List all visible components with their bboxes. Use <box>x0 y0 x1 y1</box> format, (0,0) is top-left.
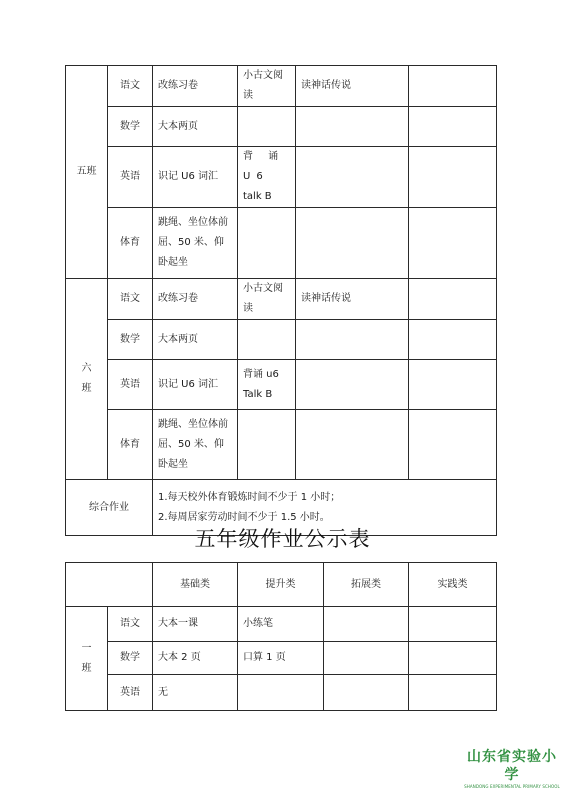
header-advanced: 提升类 <box>238 563 324 607</box>
subject-cell: 英语 <box>108 147 153 208</box>
school-name-en: SHANDONG EXPERIMENTAL PRIMARY SCHOOL <box>464 784 560 789</box>
basic-cell: 识记 U6 词汇 <box>153 360 238 410</box>
practice-cell <box>409 147 497 208</box>
advanced-cell <box>238 410 296 480</box>
subject-cell: 数学 <box>108 320 153 360</box>
advanced-cell: 小练笔 <box>238 607 324 642</box>
homework-table-lower <box>65 562 497 711</box>
header-row <box>66 563 497 607</box>
page-title: 五年级作业公示表 <box>194 527 371 551</box>
table-row <box>66 66 497 107</box>
extend-cell <box>296 147 409 208</box>
overall-homework-label: 综合作业 <box>66 480 153 536</box>
table-row <box>66 607 497 642</box>
subject-cell: 体育 <box>108 208 153 279</box>
basic-cell: 大本两页 <box>153 107 238 147</box>
practice-cell <box>409 279 497 320</box>
header-practice: 实践类 <box>409 563 497 607</box>
class-name-cell: 五班 <box>66 66 108 279</box>
basic-cell: 大本 2 页 <box>153 642 238 675</box>
header-blank <box>66 563 153 607</box>
practice-cell <box>409 107 497 147</box>
practice-cell <box>409 320 497 360</box>
extend-cell <box>296 410 409 480</box>
practice-cell <box>409 410 497 480</box>
extend-cell <box>324 607 409 642</box>
table-row <box>66 675 497 711</box>
table-row <box>66 208 497 279</box>
class-name-cell: 六 班 <box>66 279 108 480</box>
advanced-cell: 背诵 u6 Talk B <box>238 360 296 410</box>
advanced-cell <box>238 320 296 360</box>
basic-cell: 识记 U6 词汇 <box>153 147 238 208</box>
table-row <box>66 410 497 480</box>
table-row <box>66 642 497 675</box>
subject-cell: 英语 <box>108 360 153 410</box>
advanced-cell <box>238 675 324 711</box>
practice-cell <box>409 208 497 279</box>
advanced-cell <box>238 208 296 279</box>
extend-cell <box>296 320 409 360</box>
practice-cell <box>409 642 497 675</box>
practice-cell <box>409 66 497 107</box>
basic-cell: 改练习卷 <box>153 279 238 320</box>
subject-cell: 语文 <box>108 607 153 642</box>
school-logo <box>462 748 562 790</box>
basic-cell: 跳绳、坐位体前 屈、50 米、仰 卧起坐 <box>153 410 238 480</box>
basic-cell: 改练习卷 <box>153 66 238 107</box>
header-basic: 基础类 <box>153 563 238 607</box>
advanced-cell <box>238 107 296 147</box>
table-row <box>66 360 497 410</box>
table-row <box>66 147 497 208</box>
basic-cell: 无 <box>153 675 238 711</box>
extend-cell <box>324 675 409 711</box>
header-extend: 拓展类 <box>324 563 409 607</box>
subject-cell: 数学 <box>108 642 153 675</box>
extend-cell: 读神话传说 <box>296 66 409 107</box>
basic-cell: 大本两页 <box>153 320 238 360</box>
table-row <box>66 107 497 147</box>
subject-cell: 语文 <box>108 279 153 320</box>
extend-cell: 读神话传说 <box>296 279 409 320</box>
overall-homework-content: 1.每天校外体育锻炼时间不少于 1 小时； 2.每周居家劳动时间不少于 1.5 小时。 <box>153 480 497 536</box>
subject-cell: 语文 <box>108 66 153 107</box>
practice-cell <box>409 675 497 711</box>
advanced-cell: 小古文阅读 <box>238 66 296 107</box>
advanced-cell: 口算 1 页 <box>238 642 324 675</box>
school-name-cn: 山东省实验小学 <box>467 749 557 783</box>
advanced-cell: 小古文阅读 <box>238 279 296 320</box>
practice-cell <box>409 360 497 410</box>
extend-cell <box>296 208 409 279</box>
table-row <box>66 279 497 320</box>
extend-cell <box>324 642 409 675</box>
subject-cell: 数学 <box>108 107 153 147</box>
extend-cell <box>296 360 409 410</box>
advanced-cell: 背 诵 U6 talk B <box>238 147 296 208</box>
extend-cell <box>296 107 409 147</box>
subject-cell: 英语 <box>108 675 153 711</box>
subject-cell: 体育 <box>108 410 153 480</box>
homework-table-upper <box>65 65 497 536</box>
class-name-cell: 一 班 <box>66 607 108 711</box>
practice-cell <box>409 607 497 642</box>
table-row <box>66 320 497 360</box>
basic-cell: 跳绳、坐位体前 屈、50 米、仰 卧起坐 <box>153 208 238 279</box>
basic-cell: 大本一课 <box>153 607 238 642</box>
